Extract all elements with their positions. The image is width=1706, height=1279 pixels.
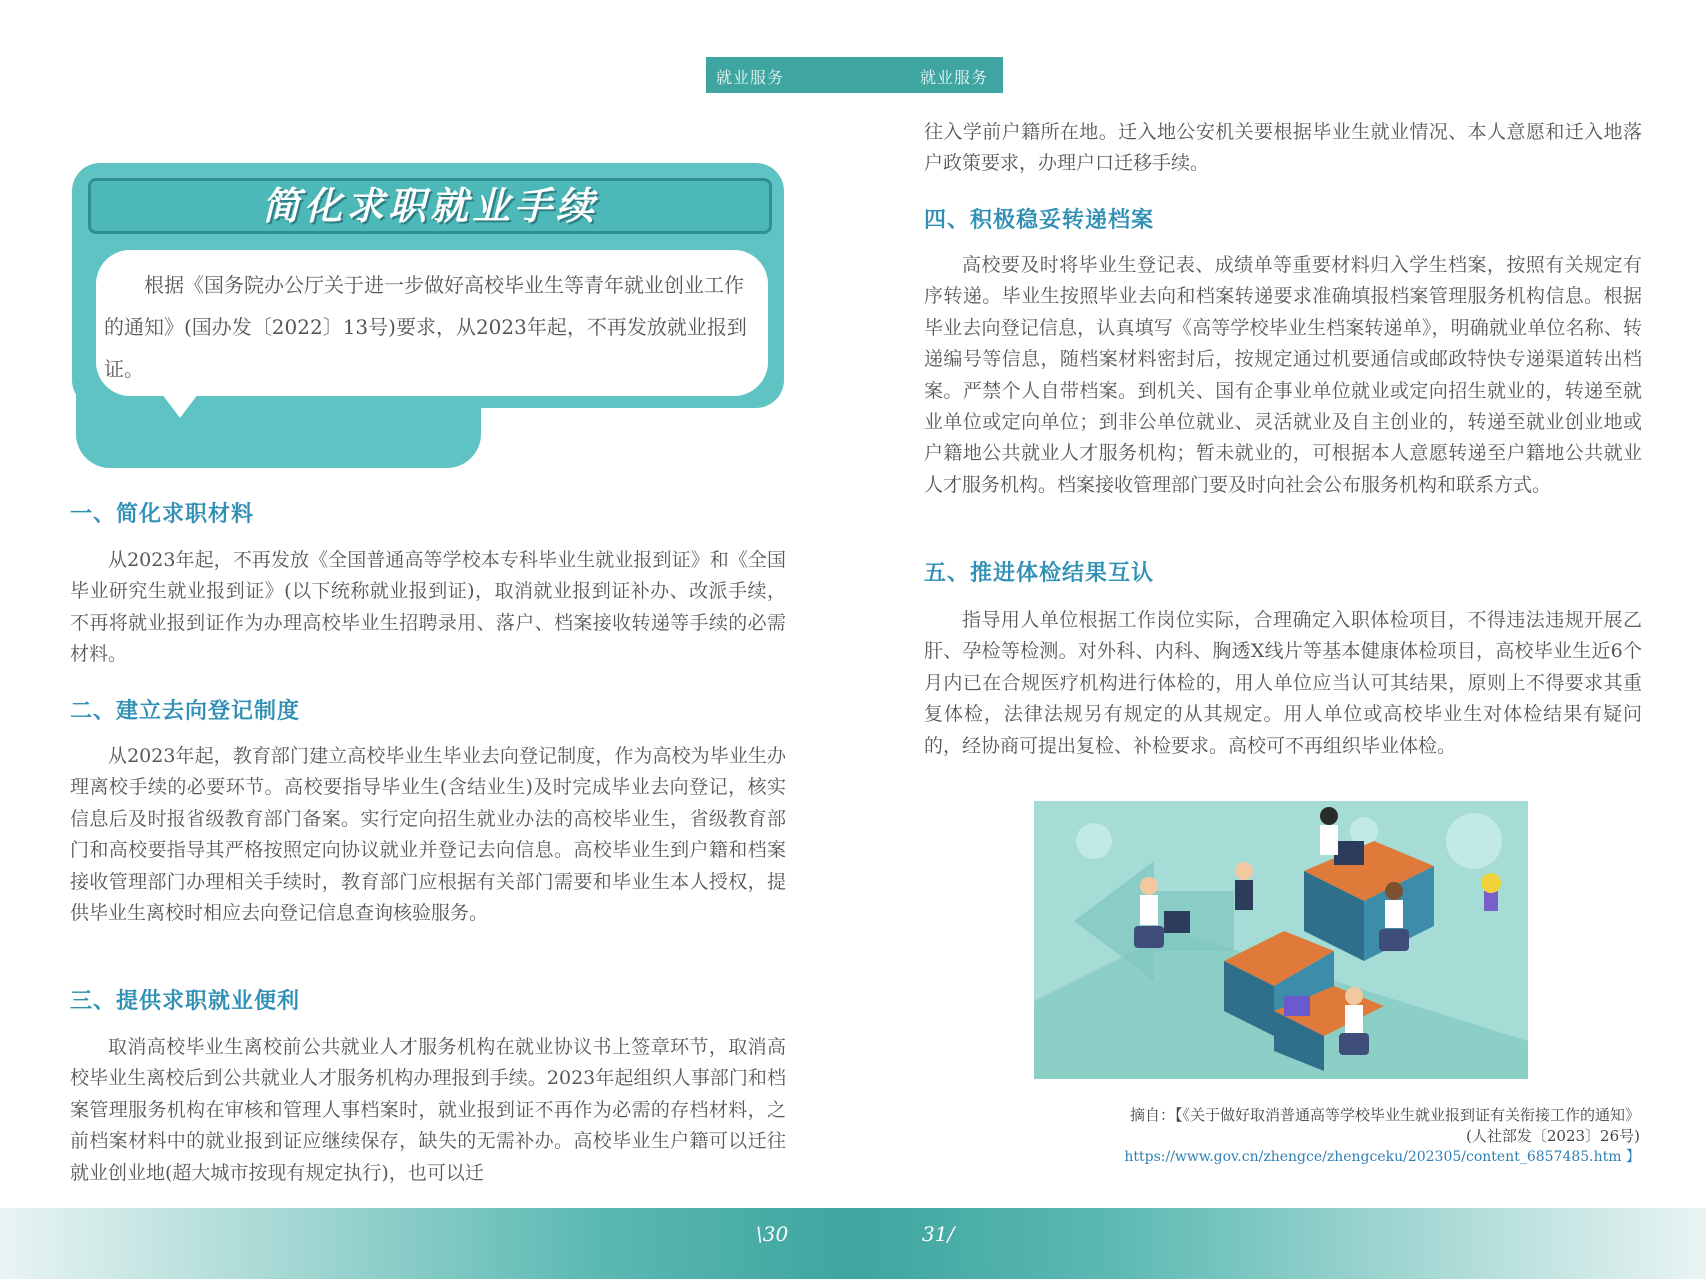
paragraph-5: 指导用人单位根据工作岗位实际，合理确定入职体检项目，不得违法违规开展乙肝、孕检等检测。对外科、内科、胸透X线片等基本健康体检项目，高校毕业生近6个月内已在合规医疗机构进行体检的，用人单位应当认可其结果，原则上不得要求其重复体检，法律法规另有规定的从其规定。用人单位或高校毕业生对体检结果有疑问的，经协商可提出复检、补检要求。高校可不再组织毕业体检。	[924, 609, 1642, 757]
section-tag	[706, 57, 1003, 93]
source-caption-line2: (人社部发〔2023〕26号)	[1466, 1127, 1640, 1145]
paragraph-continued: 往入学前户籍所在地。迁入地公安机关要根据毕业生就业情况、本人意愿和迁入地落户政策要求，办理户口迁移手续。	[924, 121, 1642, 175]
office-illustration	[1034, 801, 1528, 1079]
heading-4: 四、积极稳妥转递档案	[924, 208, 1155, 233]
callout-text: 根据《国务院办公厅关于进一步做好高校毕业生等青年就业创业工作的通知》(国办发〔2022〕13号)要求，从2023年起，不再发放就业报到证。	[104, 273, 747, 381]
section-tag-left: 就业服务	[716, 68, 785, 87]
paragraph-2: 从2023年起，教育部门建立高校毕业生毕业去向登记制度，作为高校为毕业生办理离校手续的必要环节。高校要指导毕业生(含结业生)及时完成毕业去向登记，核实信息后及时报省级教育部门备案。实行定向招生就业办法的高校毕业生，省级教育部门和高校要指导其严格按照定向协议就业并登记去向信息。高校毕业生到户籍和档案接收管理部门办理相关手续时，教育部门应根据有关部门需要和毕业生本人授权，提供毕业生离校时相应去向登记信息查询核验服务。	[70, 745, 786, 925]
callout-title: 简化求职就业手续	[261, 184, 598, 228]
source-caption-line1: 摘自：【《关于做好取消普通高等学校毕业生就业报到证有关衔接工作的通知》	[1129, 1106, 1640, 1124]
paragraph-4: 高校要及时将毕业生登记表、成绩单等重要材料归入学生档案，按照有关规定有序转递。毕业生按照毕业去向和档案转递要求准确填报档案管理服务机构信息。根据毕业去向登记信息，认真填写《高等学校毕业生档案转递单》，明确就业单位名称、转递编号等信息，随档案材料密封后，按规定通过机要通信或邮政特快专递渠道转出档案。严禁个人自带档案。到机关、国有企事业单位就业或定向招生就业的，转递至就业单位或定向单位；到非公单位就业、灵活就业及自主创业的，转递至就业创业地或户籍地公共就业人才服务机构；暂未就业的，可根据本人意愿转递至户籍地公共就业人才服务机构。档案接收管理部门要及时向社会公布服务机构和联系方式。	[924, 254, 1642, 496]
bubble-pointer	[162, 394, 198, 418]
section-tag-right: 就业服务	[920, 68, 989, 87]
page-footer	[0, 1208, 1706, 1279]
source-url[interactable]: https://www.gov.cn/zhengce/zhengceku/202305/content_6857485.htm 】	[1124, 1149, 1640, 1165]
page-number-right: 31/	[922, 1222, 955, 1246]
heading-2: 二、建立去向登记制度	[70, 699, 301, 724]
paragraph-1: 从2023年起，不再发放《全国普通高等学校本专科毕业生就业报到证》和《全国毕业研究生就业报到证》(以下统称就业报到证)，取消就业报到证补办、改派手续，不再将就业报到证作为办理高校毕业生招聘录用、落户、档案接收转递等手续的必需材料。	[70, 549, 786, 666]
page-number-left: \30	[756, 1222, 789, 1246]
heading-3: 三、提供求职就业便利	[70, 989, 301, 1014]
heading-5: 五、推进体检结果互认	[924, 561, 1155, 586]
paragraph-3: 取消高校毕业生离校前公共就业人才服务机构在就业协议书上签章环节，取消高校毕业生离校后到公共就业人才服务机构办理报到手续。2023年起组织人事部门和档案管理服务机构在审核和管理人事档案时，就业报到证不再作为必需的存档材料，之前档案材料中的就业报到证应继续保存，缺失的无需补办。高校毕业生户籍可以迁往就业创业地(超大城市按现有规定执行)，也可以迁	[70, 1036, 786, 1184]
heading-1: 一、简化求职材料	[70, 502, 255, 527]
